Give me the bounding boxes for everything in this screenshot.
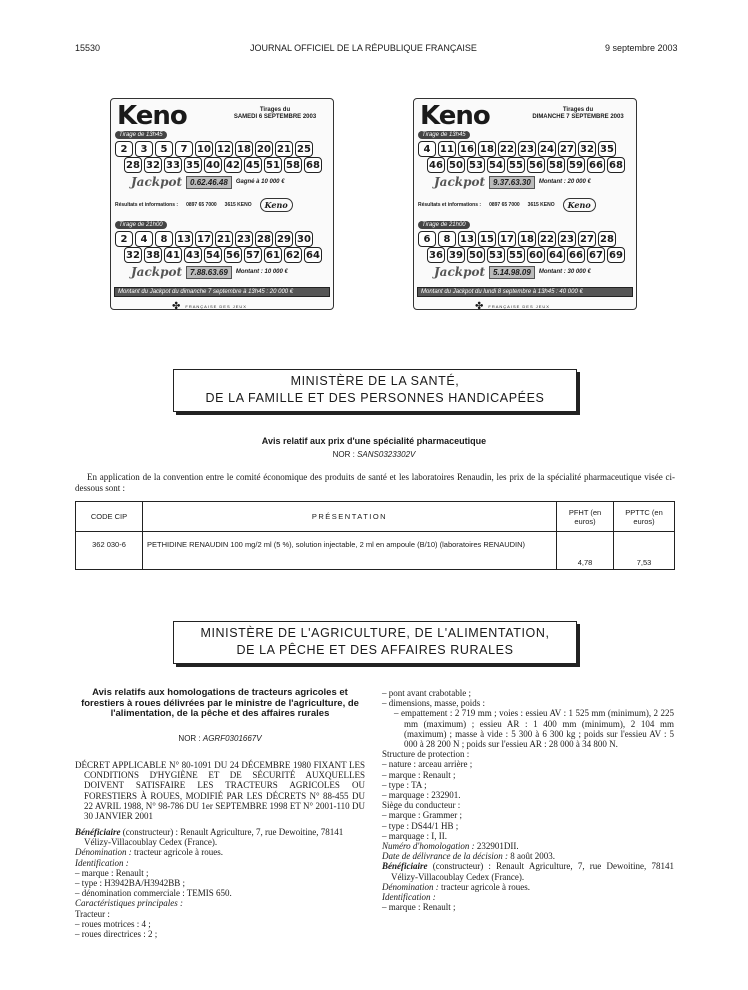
denom-label: Dénomination :: [382, 881, 439, 892]
keno-ball: 58: [547, 157, 565, 173]
col-header-cip: CODE CIP: [76, 502, 143, 532]
info-label: Résultats et informations :: [115, 202, 179, 208]
jackpot-gain: Montant : 30 000 €: [538, 269, 591, 275]
keno-ball: 36: [427, 247, 445, 263]
denom-text: tracteur agricole à roues.: [131, 847, 223, 858]
keno-ball: 68: [304, 157, 322, 173]
keno-ball: 25: [295, 141, 313, 157]
list-item: – type : TA ;: [382, 779, 427, 790]
keno-ball: 23: [558, 231, 576, 247]
keno-ball: 50: [467, 247, 485, 263]
jackpot-number: 7.88.63.69: [186, 266, 232, 279]
keno-ball: 8: [438, 231, 456, 247]
list-item: – dimensions, masse, poids :: [382, 698, 485, 709]
draw2-label: Tirage de 21h00: [418, 221, 470, 229]
keno-ball: 54: [487, 157, 505, 173]
info-code: 3615 KENO: [527, 202, 555, 208]
fdj-text: FRANÇAISE DES JEUX: [488, 304, 550, 309]
table-row: [76, 532, 675, 570]
list-item: – marque : Renault ;: [382, 769, 456, 780]
tirage-heading: [524, 107, 632, 121]
list-item: – marquage : 232901.: [382, 790, 461, 801]
keno-ball: 56: [527, 157, 545, 173]
keno-ball: 4: [135, 231, 153, 247]
keno-ball: 59: [567, 157, 585, 173]
denom-label: Dénomination :: [75, 847, 132, 858]
list-item: – roues motrices : 4 ;: [75, 918, 151, 929]
decret-paragraph: DÉCRET APPLICABLE N° 80-1091 DU 24 DÉCEMBRE 1980 FIXANT LES CONDITIONS D'HYGIÈNE ET DE SÉCURITÉ AUXQUELLES DOIVENT SATISFAIRE LES TRACTEURS AGRICOLES OU FORESTIERS À ROUES, MODIFIÉ PAR LES DÉCRETS N° 88-455 DU 22 AVRIL 1988, N° 98-786 DU 1er SEPTEMBRE 1998 ET N° 2001-110 DU 30 JANVIER 2001: [75, 760, 365, 822]
jackpot-footer: Montant du Jackpot du lundi 8 septembre à 13h45 : 40 000 €: [417, 287, 633, 297]
jackpot2: [434, 265, 591, 279]
jackpot-word: Jackpot: [131, 175, 183, 189]
tirage-date: DIMANCHE 7 SEPTEMBRE 2003: [532, 114, 624, 120]
clover-icon: ✤: [475, 301, 485, 312]
col-header-ppttc: PPTTC (en euros): [614, 502, 675, 532]
info-phone: 0897 65 7000: [489, 202, 520, 208]
jackpot1: [131, 175, 285, 189]
tirage-label: Tirages du: [259, 107, 291, 113]
keno-ball: 21: [215, 231, 233, 247]
keno-ball: 23: [518, 141, 536, 157]
keno-ball: 66: [587, 157, 605, 173]
keno-ball: 46: [427, 157, 445, 173]
tracteur-label: Tracteur :: [75, 908, 110, 919]
keno-brand-badge: Keno: [563, 198, 596, 212]
ministry-line2: DE LA PÊCHE ET DES AFFAIRES RURALES: [236, 643, 514, 657]
nor-label: NOR :: [178, 734, 203, 743]
keno-ball: 11: [438, 141, 456, 157]
keno-ball: 35: [598, 141, 616, 157]
avis2-title: Avis relatifs aux homologations de tracteurs agricoles et forestiers à roues délivrées par le ministre de l'agriculture, de l'alimentation, de la pêche et des affaires rurales: [81, 687, 359, 719]
info-label: Résultats et informations :: [418, 202, 482, 208]
draw1-row2: [427, 157, 625, 173]
keno-ball: 18: [235, 141, 253, 157]
page-number: 15530: [75, 43, 101, 53]
info-code: 3615 KENO: [224, 202, 252, 208]
ident-label: Identification :: [382, 892, 436, 903]
fdj-logo: [172, 301, 247, 312]
jackpot-word: Jackpot: [131, 265, 183, 279]
jackpot2: [131, 265, 288, 279]
avis2-nor: [75, 734, 365, 743]
cell-ppttc: 7,53: [614, 532, 675, 570]
keno-ball: 55: [507, 247, 525, 263]
decret-text: [75, 760, 365, 821]
denom-text: tracteur agricole à roues.: [438, 881, 530, 892]
fdj-text: FRANÇAISE DES JEUX: [185, 304, 247, 309]
keno-ball: 32: [124, 247, 142, 263]
benef-label: Bénéficiaire: [382, 861, 428, 872]
ministry-line1: MINISTÈRE DE L'AGRICULTURE, DE L'ALIMENTATION,: [200, 626, 550, 640]
numero-label: Numéro d'homologation :: [382, 841, 475, 852]
tirage-label: Tirages du: [562, 107, 594, 113]
keno-ball: 22: [498, 141, 516, 157]
draw2-row1: [115, 231, 313, 247]
ministry-line1: MINISTÈRE DE LA SANTÉ,: [290, 374, 460, 388]
siege-label: Siège du conducteur :: [382, 800, 461, 811]
draw2-row2: [124, 247, 322, 263]
nor-label: NOR :: [332, 450, 358, 459]
keno-ball: 28: [124, 157, 142, 173]
keno-ball: 60: [527, 247, 545, 263]
keno-logo: Keno: [117, 101, 187, 131]
info-phone: 0897 65 7000: [186, 202, 217, 208]
keno-ball: 2: [115, 141, 133, 157]
price-table: [75, 501, 675, 570]
list-item: – marque : Renault ;: [382, 902, 456, 913]
col-header-pfht: PFHT (en euros): [557, 502, 614, 532]
clover-icon: ✤: [172, 301, 182, 312]
keno-ball: 17: [195, 231, 213, 247]
keno-ball: 43: [184, 247, 202, 263]
keno-ball: 4: [418, 141, 436, 157]
keno-ball: 39: [447, 247, 465, 263]
jackpot-gain: Montant : 20 000 €: [538, 179, 591, 185]
keno-ball: 50: [447, 157, 465, 173]
keno-ball: 32: [578, 141, 596, 157]
keno-ball: 29: [275, 231, 293, 247]
keno-ball: 55: [507, 157, 525, 173]
list-item: – nature : arceau arrière ;: [382, 759, 473, 770]
keno-ball: 13: [175, 231, 193, 247]
draw1-row2: [124, 157, 322, 173]
keno-ball: 56: [224, 247, 242, 263]
keno-ball: 27: [578, 231, 596, 247]
keno-ball: 54: [204, 247, 222, 263]
keno-card: [413, 98, 637, 310]
keno-ball: 10: [195, 141, 213, 157]
draw1-row1: [115, 141, 313, 157]
draw1-label: Tirage de 13h45: [115, 131, 167, 139]
cell-pfht: 4,78: [557, 532, 614, 570]
keno-ball: 67: [587, 247, 605, 263]
list-item: – type : DS44/1 HB ;: [382, 820, 459, 831]
keno-ball: 5: [155, 141, 173, 157]
keno-ball: 53: [487, 247, 505, 263]
keno-ball: 18: [478, 141, 496, 157]
avis-intro: En application de la convention entre le comité économique des produits de santé et les laboratoires Renaudin, les prix de la spécialité pharmaceutique visée ci-dessous sont :: [75, 472, 675, 493]
keno-ball: 38: [144, 247, 162, 263]
nor-code: AGRF0301667V: [202, 734, 262, 743]
fdj-logo: [475, 301, 550, 312]
keno-brand-badge: Keno: [260, 198, 293, 212]
keno-ball: 45: [244, 157, 262, 173]
jackpot-footer: Montant du Jackpot du dimanche 7 septembre à 13h45 : 20 000 €: [114, 287, 330, 297]
keno-ball: 66: [567, 247, 585, 263]
keno-ball: 2: [115, 231, 133, 247]
keno-ball: 17: [498, 231, 516, 247]
tirage-date: SAMEDI 6 SEPTEMBRE 2003: [233, 114, 317, 120]
draw2-row1: [418, 231, 616, 247]
keno-ball: 68: [607, 157, 625, 173]
tirage-heading: [221, 107, 329, 121]
numero-value: 232901DII.: [474, 841, 519, 852]
jackpot-word: Jackpot: [434, 175, 486, 189]
keno-ball: 12: [215, 141, 233, 157]
list-item: – marque : Renault ;: [75, 867, 149, 878]
list-item: – roues directrices : 2 ;: [75, 929, 158, 940]
col-header-presentation: PRÉSENTATION: [143, 502, 557, 532]
keno-ball: 21: [275, 141, 293, 157]
keno-ball: 22: [538, 231, 556, 247]
keno-ball: 62: [284, 247, 302, 263]
keno-ball: 3: [135, 141, 153, 157]
benef-text: (constructeur) : Renault Agriculture, 7, rue Dewoitine, 78141 Vélizy-Villacoublay Cedex (France).: [84, 827, 344, 848]
list-item: – marque : Grammer ;: [382, 810, 462, 821]
keno-ball: 8: [155, 231, 173, 247]
keno-ball: 61: [264, 247, 282, 263]
jackpot-gain: Montant : 10 000 €: [235, 269, 288, 275]
keno-ball: 7: [175, 141, 193, 157]
keno-ball: 64: [304, 247, 322, 263]
journal-title: JOURNAL OFFICIEL DE LA RÉPUBLIQUE FRANÇAISE: [250, 43, 477, 53]
keno-ball: 42: [224, 157, 242, 173]
keno-ball: 58: [284, 157, 302, 173]
cell-presentation: PETHIDINE RENAUDIN 100 mg/2 ml (5 %), solution injectable, 2 ml en ampoule (B/10) (laboratoires RENAUDIN): [143, 532, 557, 570]
draw2-row2: [427, 247, 625, 263]
draw2-label: Tirage de 21h00: [115, 221, 167, 229]
keno-ball: 23: [235, 231, 253, 247]
right-column: [382, 688, 674, 912]
ministry-sante-box: [173, 369, 577, 412]
carac-label: Caractéristiques principales :: [75, 898, 183, 909]
ministry-agriculture-box: [173, 621, 577, 664]
keno-ball: 69: [607, 247, 625, 263]
draw1-row1: [418, 141, 616, 157]
list-item: – dénomination commerciale : TEMIS 650.: [75, 888, 232, 899]
issue-date: 9 septembre 2003: [605, 43, 678, 53]
benef-label: Bénéficiaire: [75, 827, 121, 837]
keno-ball: 28: [598, 231, 616, 247]
draw1-label: Tirage de 13h45: [418, 131, 470, 139]
date-value: 8 août 2003.: [507, 851, 555, 862]
keno-ball: 18: [518, 231, 536, 247]
keno-ball: 57: [244, 247, 262, 263]
list-item: – marquage : I, II.: [382, 830, 447, 841]
keno-ball: 6: [418, 231, 436, 247]
keno-ball: 64: [547, 247, 565, 263]
info-row: [418, 198, 596, 212]
keno-ball: 13: [458, 231, 476, 247]
jackpot-number: 5.14.98.09: [489, 266, 535, 279]
keno-ball: 51: [264, 157, 282, 173]
cell-cip: 362 030-6: [76, 532, 143, 570]
date-label: Date de délivrance de la décision :: [382, 851, 508, 862]
jackpot-word: Jackpot: [434, 265, 486, 279]
keno-ball: 16: [458, 141, 476, 157]
empattement-text: – empattement : 2 719 mm ; voies : essieu AV : 1 525 mm (minimum), 2 225 mm (maximum) ; essieu AR : 1 400 mm (minimum), 2 104 mm (maximum) ; masse à vide : 5 300 à 6 300 kg ; poids sur l'essieu AV : 5 000 à 28 200 N ; poids sur l'essieu AR : 28 000 à 34 800 N.: [394, 708, 674, 750]
keno-ball: 53: [467, 157, 485, 173]
benef-text: (constructeur) : Renault Agriculture, 7, rue Dewoitine, 78141 Vélizy-Villacoublay Cedex (France).: [391, 861, 674, 882]
nor-code: SANS0323302V: [357, 450, 416, 459]
list-item: – type : H3942BA/H3942BB ;: [75, 878, 186, 889]
avis-title: Avis relatif aux prix d'une spécialité pharmaceutique: [261, 436, 487, 446]
ministry-line2: DE LA FAMILLE ET DES PERSONNES HANDICAPÉES: [205, 391, 545, 405]
info-row: [115, 198, 293, 212]
left-column: [75, 827, 365, 939]
keno-ball: 27: [558, 141, 576, 157]
list-item: – pont avant crabotable ;: [382, 688, 471, 698]
jackpot1: [434, 175, 591, 189]
avis-nor: [0, 450, 748, 459]
keno-ball: 40: [204, 157, 222, 173]
keno-logo: Keno: [420, 101, 490, 131]
keno-card: [110, 98, 334, 310]
jackpot-gain: Gagné à 10 000 €: [235, 179, 285, 185]
keno-ball: 15: [478, 231, 496, 247]
keno-ball: 30: [295, 231, 313, 247]
keno-ball: 20: [255, 141, 273, 157]
structure-label: Structure de protection :: [382, 749, 470, 760]
keno-ball: 35: [184, 157, 202, 173]
keno-ball: 32: [144, 157, 162, 173]
keno-ball: 41: [164, 247, 182, 263]
keno-ball: 33: [164, 157, 182, 173]
keno-ball: 24: [538, 141, 556, 157]
ident-label: Identification :: [75, 857, 129, 868]
jackpot-number: 9.37.63.30: [489, 176, 535, 189]
keno-ball: 28: [255, 231, 273, 247]
jackpot-number: 0.62.46.48: [186, 176, 232, 189]
